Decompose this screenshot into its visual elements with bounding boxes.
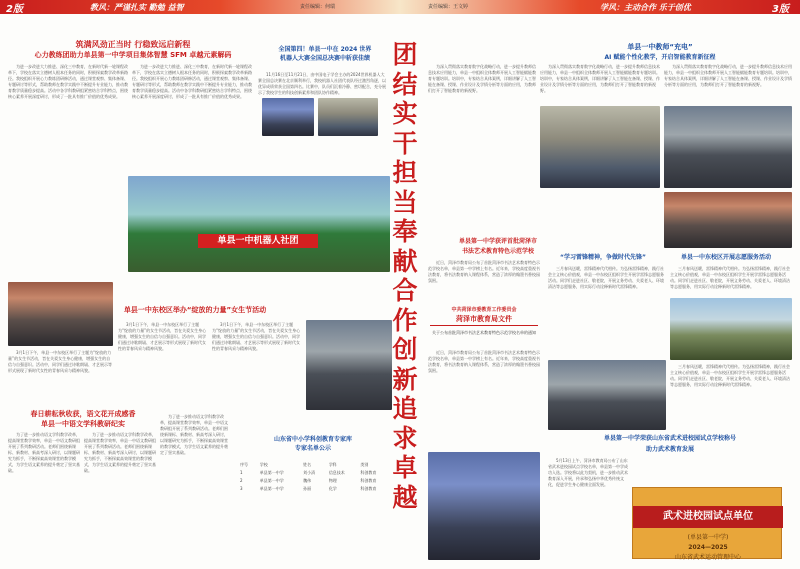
expert-list-table: [236, 460, 390, 494]
article4-title-line1: 春日耕耘秋收获，语文花开成感香: [30, 410, 136, 418]
table-header-row: 序号 学校 姓名 学科 类别: [240, 462, 369, 467]
article6-title-line2: AI 赋能个性化教学，开启智能教育新征程: [604, 54, 716, 61]
right-motto: 学风：主动合作 乐于创优: [600, 3, 691, 12]
article7-title-line2: 书法艺术教育特色示范学校: [461, 248, 534, 255]
article6-body-col2: 为深入贯彻落实教育数字化战略行动，进一步提升教师信息技术应用能力，单县一中组织全体教师开展人工智能赋能教育专题培训。培训中，专家结合具体案例，详细讲解了人工智能在备课、授课、作业设计及学情分析等方面的应用，为教师们打开了智能教育的新视野。: [540, 64, 660, 93]
article3-title: 单县一中东校区举办“绽放的力量”女生节活动: [123, 306, 267, 314]
girls-festival-stage-photo: [306, 320, 392, 410]
article8-body-col2: 三月春风送暖，雷锋精神代代相传。为弘扬雷锋精神，践行社会主义核心价值观，单县一中东校区组织学生开展学雷锋志愿服务活动。同学们走进社区、敬老院，开展义务劳动、关爱老人、环境清洁等志愿服务，用实际行动诠释新时代雷锋精神。: [670, 266, 790, 289]
ai-training-photo-2: [664, 106, 792, 188]
ai-training-photo-1: [540, 106, 660, 188]
right-page: [400, 0, 800, 569]
article8-title-left: “学习雷锋精神，争做时代先锋”: [560, 254, 646, 261]
robotics-photo-2: [318, 98, 378, 136]
plaque-subtitle: (单县第一中学): [687, 534, 729, 541]
article1-body-col2: 为进一步改进大力推进、深化三中教育，在新时代新一轮课程改革下，学校在落实立德树人根本任务的同时，积极探索教学改革新路径。我校组织开展心力教练团研修活动，通过课堂观察、集体备课、专题研讨等形式，帮助教师在教学实践中不断提升专业能力，推动教育教学质量稳步提高。活动中各学科教研组紧密结合学科特点，围绕核心素养开展深度研讨，形成了一批具有推广价值的优秀成果。: [132, 64, 252, 99]
article2-body: 11月16日至11月21日，由中国电子学会主办的2024世界机器人大赛全国总决赛在北京顺利举行，我校机器人社团代表队经过激烈角逐，以优异成绩荣获全国第四名。比赛中，队员们沉着冷静、密切配合，充分展示了我校学生的科技创新素养和团队协作精神。: [258, 72, 386, 95]
article5-title-line1: 山东省中小学科创教育专家库: [273, 436, 352, 443]
left-motto: 教风：严谨扎实 勤勉 益智: [90, 3, 184, 12]
robotics-banner: 单县一中机器人社团: [198, 234, 318, 248]
article9-title-line1: 单县第一中学荣获山东省武术进校园试点学校称号: [603, 435, 736, 442]
article2-title-line2: 机器人大赛全国总决赛中斩获佳绩: [279, 55, 370, 62]
article5-title-line2: 专家名单公示: [294, 445, 331, 452]
table-row: 3 单县第一中学 孙丽 化学 科创教育: [240, 486, 377, 491]
table-row: 1 单县第一中学 刘小清 信息技术 科创教育: [240, 470, 377, 475]
volunteer-photo-2: [548, 360, 666, 430]
doc-title: 关于公布首批菏泽市书法艺术教育特色示范学校名单的通知: [432, 330, 536, 335]
plaque-issuer: 山东省武术运动管理中心: [674, 554, 741, 561]
article6-body-col3: 为深入贯彻落实教育数字化战略行动，进一步提升教师信息技术应用能力，单县一中组织全体教师开展人工智能赋能教育专题培训。培训中，专家结合具体案例，详细讲解了人工智能在备课、授课、作业设计及学情分析等方面的应用，为教师们打开了智能教育的新视野。: [664, 64, 792, 87]
doc-red-rule: [430, 325, 538, 326]
article1-title-line2: 心力教练团助力单县第一中学项目集体智慧 SFM 卓越元素解码: [34, 51, 232, 59]
article4-body-col1: 为了进一步推动语文学科教学改革，提高课堂教学效率，单县一中语文教研组开展了系列教研活动。老师们围绕新课标、新教材、新高考深入研讨，以课题研究为抓手，不断探索高效课堂的教学模式，为学生语文素养的提升奠定了坚实基础。: [8, 432, 80, 473]
plaque-years: 2024—2025: [688, 544, 728, 551]
article6-body-col1: 为深入贯彻落实教育数字化战略行动，进一步提升教师信息技术应用能力，单县一中组织全体教师开展人工智能赋能教育专题培训。培训中，专家结合具体案例，详细讲解了人工智能在备课、授课、作业设计及学情分析等方面的应用，为教师们打开了智能教育的新视野。: [428, 64, 536, 93]
right-page-number: 3版: [772, 4, 789, 15]
ai-training-photo-3: [664, 192, 792, 248]
article9-title-line2: 助力武术教育发展: [645, 446, 694, 453]
article6-title-line1: 单县一中教师“充电”: [627, 43, 693, 51]
article4-title-line2: 单县一中语文学科教研纪实: [41, 420, 125, 428]
girls-festival-photo: [8, 282, 113, 346]
article2-title-line1: 全国第四！单县一中在 2024 世界: [278, 46, 372, 53]
article3-body-col1: 3月1日下午，单县一中东校区举行了主题为“绽放的力量”的女生节活动，旨在关爱女生身心健康，增强女生的自信与自强意识。活动中，同学们通过诗歌朗诵、才艺展示等形式展现了新时代女性的青春风采与精神风貌。: [8, 350, 112, 373]
article7-body: 近日，菏泽市教育局公布了首批菏泽市书法艺术教育特色示范学校名单，单县第一中学榜上有名。近年来，学校高度重视书法教育，将书法教育纳入课程体系，营造了浓厚的翰墨书香校园氛围。: [428, 260, 540, 283]
article3-body-col2: 3月1日下午，单县一中东校区举行了主题为“绽放的力量”的女生节活动，旨在关爱女生身心健康，增强女生的自信与自强意识。活动中，同学们通过诗歌朗诵、才艺展示等形式展现了新时代女性的青春风采与精神风貌。: [118, 322, 207, 351]
article8-title-right: 单县一中东校区开展志愿服务活动: [680, 254, 771, 261]
volunteer-photo-1: [670, 298, 792, 360]
doc-issuer-line2: 菏泽市教育局文件: [456, 315, 512, 323]
martial-arts-plaque: [632, 487, 782, 559]
article8-body-col1: 三月春风送暖，雷锋精神代代相传。为弘扬雷锋精神，践行社会主义核心价值观，单县一中东校区组织学生开展学雷锋志愿服务活动。同学们走进社区、敬老院，开展义务劳动、关爱老人、环境清洁等志愿服务，用实际行动诠释新时代雷锋精神。: [548, 266, 664, 289]
doc-issuer-line1: 中共菏泽市委教育工作委员会: [451, 307, 517, 313]
article8-body-col3: 三月春风送暖，雷锋精神代代相传。为弘扬雷锋精神，践行社会主义核心价值观，单县一中东校区组织学生开展学雷锋志愿服务活动。同学们走进社区、敬老院，开展义务劳动、关爱老人、环境清洁等志愿服务，用实际行动诠释新时代雷锋精神。: [670, 364, 790, 387]
article4-body-col3: 为了进一步推动语文学科教学改革，提高课堂教学效率，单县一中语文教研组开展了系列教研活动。老师们围绕新课标、新教材、新高考深入研讨，以课题研究为抓手，不断探索高效课堂的教学模式，为学生语文素养的提升奠定了坚实基础。: [160, 414, 228, 455]
robotics-photo-1: [262, 98, 314, 136]
article9-body: 5月13日上午，菏泽市教育局公布了山东省武术进校园试点学校名单，单县第一中学成功入选。学校将以此为契机，进一步推动武术教育深入开展，传承和弘扬中华优秀传统文化，促进学生身心健康全面发展。: [548, 458, 628, 487]
article1-title-line1: 筑满风劲正当时 行稳致远启新程: [75, 40, 191, 49]
article1-body-col1: 为进一步改进大力推进、深化三中教育，在新时代新一轮课程改革下，学校在落实立德树人根本任务的同时，积极探索教学改革新路径。我校组织开展心力教练团研修活动，通过课堂观察、集体备课、专题研讨等形式，帮助教师在教学实践中不断提升专业能力，推动教育教学质量稳步提高。活动中各学科教研组紧密结合学科特点，围绕核心素养开展深度研讨，形成了一批具有推广价值的优秀成果。: [8, 64, 128, 99]
robotics-team-photo: [128, 176, 390, 272]
left-editor-info: 责任编辑：何瑞: [300, 4, 336, 10]
left-header: [0, 0, 400, 14]
table-row: 2 单县第一中学 魏伟 物理 科创教育: [240, 478, 377, 483]
calligraphy-photo: [428, 452, 540, 560]
plaque-title: 武术进校园试点单位: [633, 506, 783, 528]
vertical-slogan: 团 结 实 干 担 当 奉 献 合 作 创 新 追 求 卓 越: [392, 40, 418, 512]
right-editor-info: 责任编辑：王文婷: [428, 4, 469, 10]
right-header: [400, 0, 800, 14]
article3-body-col3: 3月1日下午，单县一中东校区举行了主题为“绽放的力量”的女生节活动，旨在关爱女生身心健康，增强女生的自信与自强意识。活动中，同学们通过诗歌朗诵、才艺展示等形式展现了新时代女性的青春风采与精神风貌。: [212, 322, 301, 351]
doc-body: 近日，菏泽市教育局公布了首批菏泽市书法艺术教育特色示范学校名单，单县第一中学榜上有名。近年来，学校高度重视书法教育，将书法教育纳入课程体系，营造了浓厚的翰墨书香校园氛围。: [428, 350, 540, 373]
left-page-number: 2版: [6, 4, 23, 15]
article7-title-line1: 单县第一中学获评首批菏泽市: [458, 238, 537, 245]
article4-body-col2: 为了进一步推动语文学科教学改革，提高课堂教学效率，单县一中语文教研组开展了系列教研活动。老师们围绕新课标、新教材、新高考深入研讨，以课题研究为抓手，不断探索高效课堂的教学模式，为学生语文素养的提升奠定了坚实基础。: [84, 432, 156, 473]
